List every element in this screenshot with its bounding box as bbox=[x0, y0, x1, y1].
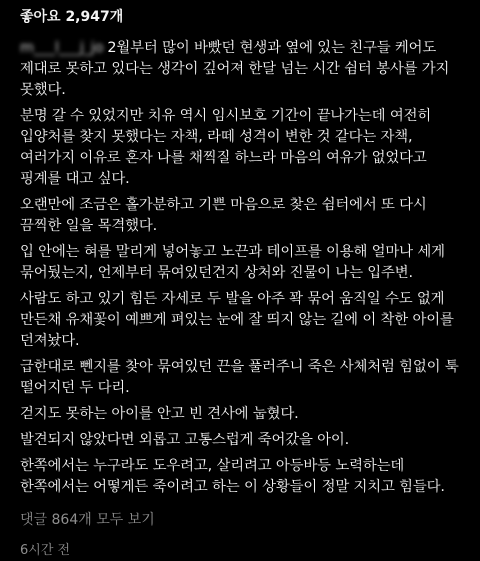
view-all-comments-link[interactable]: 댓글 864개 모두 보기 bbox=[20, 512, 155, 528]
caption-paragraph: 분명 갈 수 있었지만 치유 역시 임시보호 기간이 끝나가는데 여전히 입양처를 찾지 못했다는 자책, 라떼 성격이 변한 것 같다는 자책, 여러가지 이유로 혼자 나를 채찍질 하느라 마음의 여유가 없었다고 핑계를 대고 싶다. bbox=[20, 108, 432, 187]
caption-paragraph bbox=[20, 38, 470, 101]
caption-text: 2월부터 많이 바빴던 현생과 옆에 있는 친구들 케어도 제대로 못하고 있다는 생각이 깊어져 한달 넘는 시간 쉼터 봉사를 가지 못했다. bbox=[20, 40, 450, 98]
username[interactable]: m___l___j_jo bbox=[20, 40, 104, 56]
post-caption bbox=[20, 38, 470, 498]
caption-paragraph: 급한대로 뻰지를 찾아 묶여있던 끈을 풀러주니 죽은 사체처럼 힘없이 툭 떨어지던 두 다리. bbox=[20, 359, 459, 396]
likes-count[interactable]: 좋아요 2,947개 bbox=[20, 9, 124, 25]
post-timestamp: 6시간 전 bbox=[20, 543, 71, 558]
caption-paragraph: 사람도 하고 있기 힘든 자세로 두 발을 아주 꽉 묶어 움직일 수도 없게 만든채 유채꽃이 예쁘게 펴있는 눈에 잘 띄지 않는 길에 이 착한 아이를 던져놨다. bbox=[20, 291, 454, 349]
caption-paragraph: 입 안에는 혀를 말리게 넣어놓고 노끈과 테이프를 이용해 얼마나 세게 묶어뒀는지, 언제부터 묶여있던건지 상처와 진물이 나는 입주변. bbox=[20, 244, 445, 281]
caption-paragraph: 오랜만에 조금은 홀가분하고 기쁜 마음으로 찾은 쉼터에서 또 다시 끔찍한 일을 목격했다. bbox=[20, 197, 427, 234]
caption-paragraph: 한쪽에서는 누구라도 도우려고, 살리려고 아등바등 노력하는데 한쪽에서는 어떻게든 죽이려고 하는 이 상황들이 정말 지치고 힘들다. bbox=[20, 458, 445, 495]
caption-paragraph: 걷지도 못하는 아이를 안고 빈 견사에 눕혔다. bbox=[20, 406, 299, 422]
caption-paragraph: 발견되지 않았다면 외롭고 고통스럽게 죽어갔을 아이. bbox=[20, 432, 350, 448]
